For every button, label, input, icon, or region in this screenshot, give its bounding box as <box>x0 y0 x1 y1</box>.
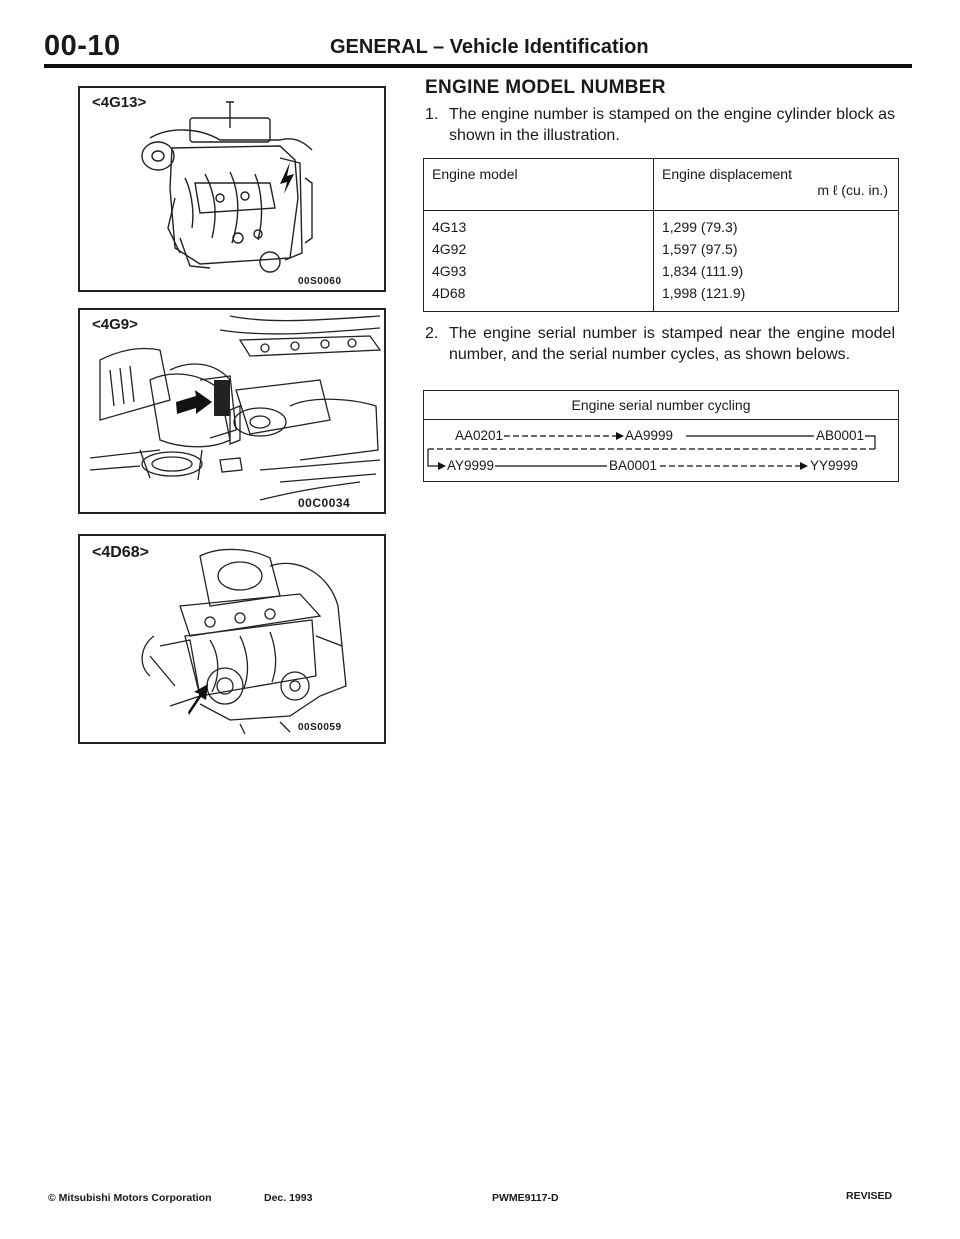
serial-cycle-box <box>423 390 899 482</box>
serial-yy9999: YY9999 <box>810 458 859 473</box>
figure-code: 00S0060 <box>298 276 342 287</box>
footer-doc-code: PWME9117-D <box>492 1192 559 1204</box>
footer-date: Dec. 1993 <box>264 1192 313 1204</box>
col-header-displacement-label: Engine displacement <box>662 166 792 182</box>
engine-4g9-illustration <box>80 310 384 512</box>
cell-displacement: 1,998 (121.9) <box>654 285 899 312</box>
table-row <box>424 241 899 263</box>
table-row <box>424 219 899 241</box>
footer-copyright: © Mitsubishi Motors Corporation <box>48 1192 212 1204</box>
figure-4d68 <box>78 534 386 744</box>
footer-status: REVISED <box>846 1190 893 1202</box>
paragraph-text: The engine number is stamped on the engine cylinder block as shown in the illustration. <box>449 106 895 144</box>
table-row <box>424 263 899 285</box>
figure-label: <4G13> <box>92 94 147 111</box>
engine-4d68-illustration <box>80 536 384 742</box>
serial-aa9999: AA9999 <box>625 428 674 443</box>
figure-code: 00S0059 <box>298 722 342 733</box>
header-rule <box>44 64 912 68</box>
cell-model: 4G13 <box>424 219 654 241</box>
figure-code: 00C0034 <box>298 496 351 510</box>
figure-4g9 <box>78 308 386 514</box>
cell-model: 4D68 <box>424 285 654 312</box>
col-header-unit: m ℓ (cu. in.) <box>817 182 888 198</box>
paragraph-number: 1. <box>425 106 439 123</box>
page-title: GENERAL – Vehicle Identification <box>330 36 649 58</box>
col-header-engine-model: Engine model <box>424 159 654 211</box>
table-row <box>424 285 899 312</box>
cell-model: 4G93 <box>424 263 654 285</box>
cell-displacement: 1,597 (97.5) <box>654 241 899 263</box>
figure-label: <4G9> <box>92 316 138 333</box>
serial-cycle-header: Engine serial number cycling <box>424 391 898 420</box>
serial-ab0001: AB0001 <box>816 428 865 443</box>
figure-label: <4D68> <box>92 544 149 561</box>
engine-displacement-table <box>423 158 899 312</box>
paragraph-text: The engine serial number is stamped near the engine model number, and the serial number cycles, as shown belows. <box>449 325 895 363</box>
paragraph-1 <box>425 104 895 146</box>
cell-displacement: 1,299 (79.3) <box>654 219 899 241</box>
serial-ba0001: BA0001 <box>609 458 658 473</box>
page-number: 00-10 <box>44 30 121 62</box>
paragraph-number: 2. <box>425 325 439 342</box>
figure-4g13 <box>78 86 386 292</box>
paragraph-2 <box>425 323 895 365</box>
serial-aa0201: AA0201 <box>455 428 504 443</box>
cell-displacement: 1,834 (111.9) <box>654 263 899 285</box>
cell-model: 4G92 <box>424 241 654 263</box>
engine-4g13-illustration <box>80 88 384 290</box>
section-heading: ENGINE MODEL NUMBER <box>425 77 666 98</box>
col-header-displacement <box>654 159 899 211</box>
serial-ay9999: AY9999 <box>447 458 495 473</box>
